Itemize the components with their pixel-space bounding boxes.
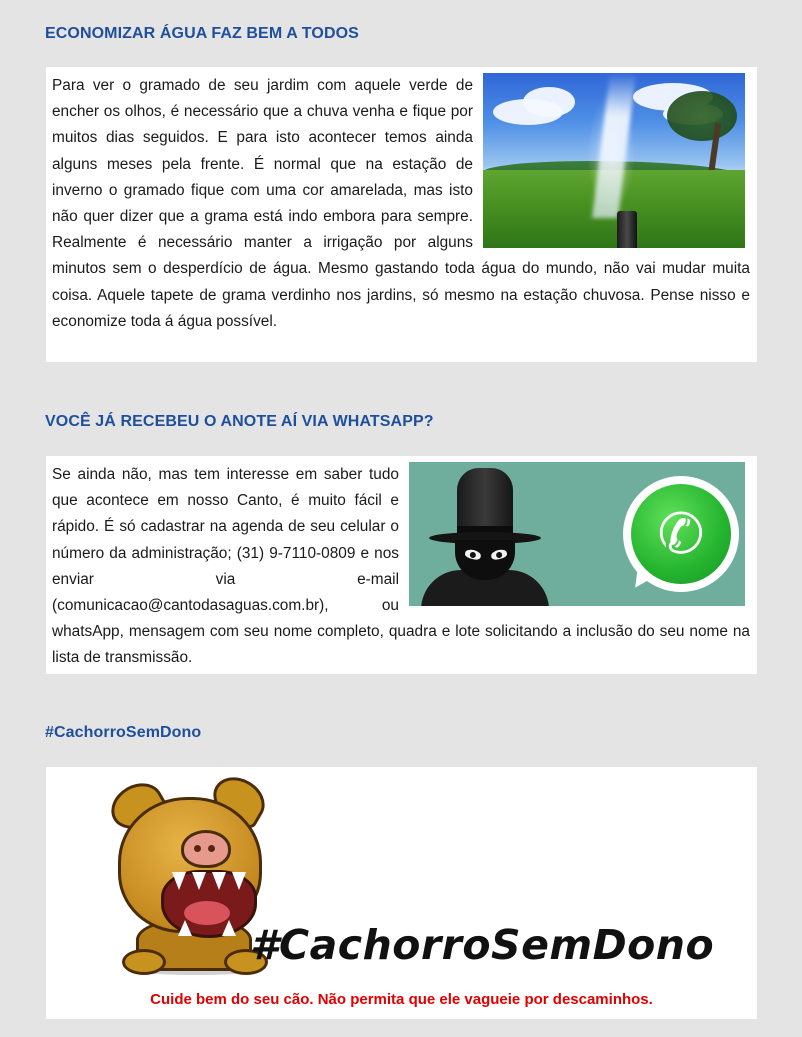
whatsapp-logo-icon: ✆ (623, 476, 739, 592)
article-card-cachorro (46, 767, 757, 1019)
spy-whatsapp-image (409, 462, 745, 606)
sprinkler-lawn-image (483, 73, 745, 248)
section-title-cachorro: #CachorroSemDono (45, 724, 202, 741)
dog-banner (46, 767, 757, 1019)
article-body-agua: Para ver o gramado de seu jardim com aquele verde de encher os olhos, é necessário que a chuva venha e fique por muitos dias seguidos. E para isto acontecer temos ainda alguns meses pela frente. É normal que na estação de inverno o gramado fique com uma cor amarelada, mas isto não quer dizer que a grama está indo embora para sempre. Realmente é necessário manter a irrigação por alguns minutos sem o desperdício de água. Mesmo gastando toda água do mundo, não vai mudar muita coisa. Aquele tapete de grama verdinho nos jardins, só mesmo na estação chuvosa. Pense nisso e economize toda á água possível. (52, 77, 750, 330)
article-card-whatsapp (46, 456, 757, 674)
section-title-whatsapp: VOCÊ JÁ RECEBEU O ANOTE AÍ VIA WHATSAPP? (45, 413, 434, 430)
dog-caption: Cuide bem do seu cão. Não permita que ele vagueie por descaminhos. (150, 991, 653, 1008)
section-title-economizar-agua: ECONOMIZAR ÁGUA FAZ BEM A TODOS (45, 25, 359, 42)
article-card-agua (46, 67, 757, 362)
article-body-whatsapp: Se ainda não, mas tem interesse em saber tudo que acontece em nosso Canto, é muito fácil e rápido. É só cadastrar na agenda de seu celular o número da administração; (31) 9-7110-0809 e nos enviar via e-mail (comunicacao@cantodasaguas.com.br), ou whatsApp, mensagem com seu nome completo, quadra e lote solicitando a inclusão do seu nome na lista de transmissão. (52, 466, 750, 667)
banner-hashtag: #CachorroSemDono (250, 921, 715, 969)
